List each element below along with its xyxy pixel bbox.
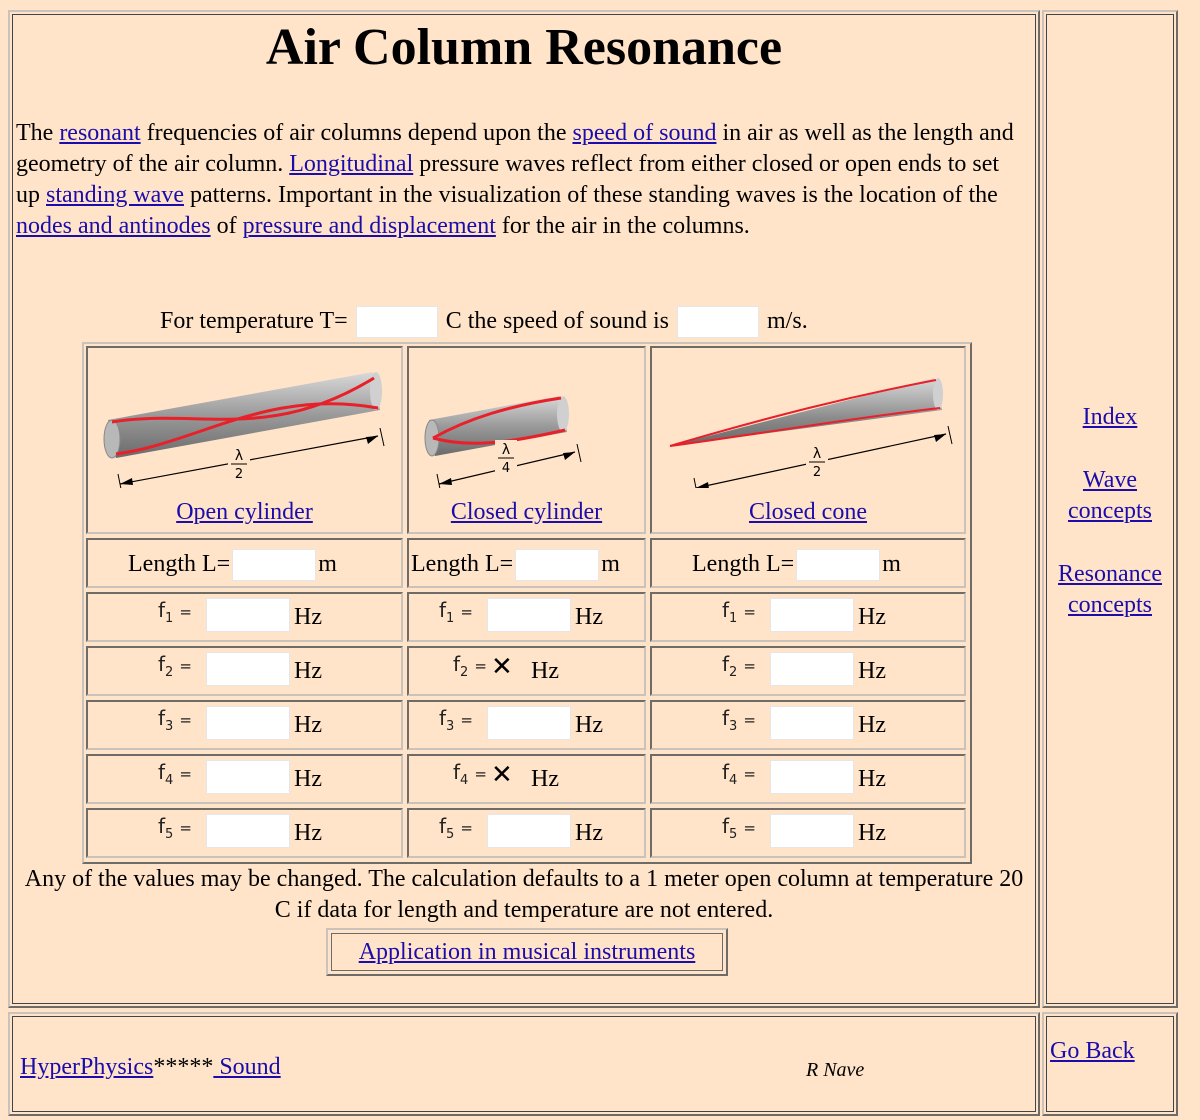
go-back-link[interactable]: Go Back bbox=[1050, 1038, 1135, 1064]
frequency-label bbox=[439, 706, 473, 734]
closed-cone-length-input[interactable] bbox=[796, 549, 880, 581]
frequency-label bbox=[439, 598, 473, 626]
fraction-denominator: 4 bbox=[501, 461, 511, 476]
footer-breadcrumb bbox=[20, 1054, 281, 1081]
frequency-symbol: f bbox=[439, 814, 447, 838]
length-label: Length L= bbox=[411, 551, 514, 577]
intro-paragraph bbox=[16, 118, 1026, 242]
frequency-subscript: 5 bbox=[729, 827, 738, 842]
frequency-output-field[interactable] bbox=[487, 598, 571, 632]
frequency-subscript: 4 bbox=[460, 773, 469, 788]
frequency-subscript: 2 bbox=[460, 665, 469, 680]
nodes-antinodes-link[interactable]: nodes and antinodes bbox=[16, 213, 211, 239]
intro-text: for the air in the columns. bbox=[495, 213, 750, 239]
frequency-cell bbox=[86, 754, 403, 804]
frequency-symbol: f bbox=[453, 760, 461, 784]
frequency-subscript: 5 bbox=[446, 827, 455, 842]
page-title: Air Column Resonance bbox=[265, 19, 783, 76]
lambda-symbol: λ bbox=[812, 446, 822, 462]
frequency-output-field[interactable] bbox=[487, 706, 571, 740]
defaults-note: Any of the values may be changed. The calculation defaults to a 1 meter open column at temperature 20 C if data for length and temperature are not entered. bbox=[24, 866, 1024, 923]
frequency-symbol: f bbox=[439, 706, 447, 730]
frequency-cell bbox=[86, 808, 403, 858]
intro-text: of bbox=[210, 213, 243, 239]
equals-sign: = bbox=[743, 657, 756, 675]
temperature-input[interactable] bbox=[356, 306, 438, 338]
frequency-cell bbox=[86, 646, 403, 696]
frequency-output-field[interactable] bbox=[206, 706, 290, 740]
closed-cone-length-cell bbox=[650, 538, 966, 588]
frequency-label bbox=[158, 652, 192, 680]
speed-of-sound-input[interactable] bbox=[677, 306, 759, 338]
lambda-symbol: λ bbox=[501, 442, 511, 458]
frequency-symbol: f bbox=[453, 652, 461, 676]
frequency-symbol: f bbox=[722, 652, 730, 676]
frequency-symbol: f bbox=[439, 598, 447, 622]
intro-text: in air as well as the length and geometry of the air column. bbox=[16, 120, 1014, 177]
resonance-calculator-table bbox=[82, 342, 972, 864]
closed-cylinder-link[interactable]: Closed cylinder bbox=[450, 499, 603, 525]
frequency-subscript: 1 bbox=[446, 611, 455, 626]
equals-sign: = bbox=[179, 603, 192, 621]
frequency-subscript: 4 bbox=[729, 773, 738, 788]
frequency-label bbox=[453, 760, 487, 788]
frequency-cell bbox=[650, 700, 966, 750]
frequency-output-field[interactable] bbox=[206, 598, 290, 632]
frequency-cell bbox=[407, 754, 646, 804]
frequency-cell bbox=[650, 646, 966, 696]
footer-stars: ***** bbox=[153, 1054, 214, 1080]
closed-cylinder-length-cell bbox=[407, 538, 646, 588]
frequency-unit: Hz bbox=[575, 712, 603, 738]
frequency-symbol: f bbox=[158, 706, 166, 730]
equals-sign: = bbox=[460, 711, 473, 729]
intro-text: frequencies of air columns depend upon the bbox=[140, 120, 573, 146]
closed-cylinder-length-input[interactable] bbox=[515, 549, 599, 581]
longitudinal-link[interactable]: Longitudinal bbox=[289, 151, 414, 177]
frequency-unit: Hz bbox=[858, 604, 886, 630]
frequency-label bbox=[439, 814, 473, 842]
not-allowed-icon: ✕ bbox=[491, 760, 513, 790]
equals-sign: = bbox=[460, 819, 473, 837]
frequency-subscript: 3 bbox=[446, 719, 455, 734]
open-cylinder-length-input[interactable] bbox=[232, 549, 316, 581]
speed-unit: m/s. bbox=[767, 308, 808, 334]
frequency-symbol: f bbox=[158, 814, 166, 838]
application-link-frame bbox=[331, 933, 723, 971]
length-unit: m bbox=[601, 551, 620, 577]
closed-cone-cell bbox=[650, 346, 966, 534]
open-cylinder-cell bbox=[86, 346, 403, 534]
temperature-label: For temperature T= bbox=[160, 308, 348, 334]
frequency-symbol: f bbox=[722, 706, 730, 730]
frequency-label bbox=[722, 814, 756, 842]
open-cylinder-link[interactable]: Open cylinder bbox=[176, 499, 313, 525]
length-row bbox=[692, 548, 901, 581]
application-musical-instruments-link[interactable]: Application in musical instruments bbox=[358, 939, 696, 965]
frequency-label bbox=[722, 598, 756, 626]
frequency-subscript: 2 bbox=[729, 665, 738, 680]
frequency-cell bbox=[407, 700, 646, 750]
open-cylinder-diagram bbox=[88, 348, 401, 488]
frequency-subscript: 4 bbox=[165, 773, 174, 788]
frequency-symbol: f bbox=[158, 598, 166, 622]
frequency-unit: Hz bbox=[858, 712, 886, 738]
frequency-output-field[interactable] bbox=[770, 652, 854, 686]
frequency-cell bbox=[407, 592, 646, 642]
sidebar-index-link[interactable]: Index bbox=[1082, 404, 1138, 430]
equals-sign: = bbox=[474, 657, 487, 675]
speed-of-sound-link[interactable]: speed of sound bbox=[572, 120, 717, 146]
closed-cone-diagram bbox=[652, 348, 964, 488]
sidebar-resonance-concepts-link[interactable]: Resonance concepts bbox=[1058, 561, 1162, 618]
not-allowed-icon: ✕ bbox=[491, 652, 513, 682]
length-row bbox=[128, 548, 337, 581]
frequency-unit: Hz bbox=[575, 820, 603, 846]
length-row bbox=[411, 548, 620, 581]
equals-sign: = bbox=[179, 657, 192, 675]
frequency-label bbox=[722, 652, 756, 680]
equals-sign: = bbox=[474, 765, 487, 783]
frequency-subscript: 5 bbox=[165, 827, 174, 842]
equals-sign: = bbox=[460, 603, 473, 621]
frequency-unit: Hz bbox=[531, 658, 559, 684]
frequency-cell bbox=[650, 754, 966, 804]
frequency-output-field[interactable] bbox=[206, 814, 290, 848]
frequency-subscript: 3 bbox=[165, 719, 174, 734]
frequency-output-field[interactable] bbox=[770, 760, 854, 794]
standing-wave-link[interactable]: standing wave bbox=[46, 182, 184, 208]
frequency-label bbox=[722, 760, 756, 788]
frequency-symbol: f bbox=[722, 598, 730, 622]
frequency-output-field[interactable] bbox=[487, 814, 571, 848]
frequency-symbol: f bbox=[722, 814, 730, 838]
frequency-cell bbox=[650, 592, 966, 642]
intro-text: The bbox=[16, 120, 60, 146]
frequency-subscript: 1 bbox=[165, 611, 174, 626]
resonant-link[interactable]: resonant bbox=[59, 120, 141, 146]
frequency-unit: Hz bbox=[294, 820, 322, 846]
frequency-output-field[interactable] bbox=[206, 760, 290, 794]
frequency-symbol: f bbox=[722, 760, 730, 784]
frequency-label bbox=[158, 814, 192, 842]
equals-sign: = bbox=[743, 819, 756, 837]
frequency-unit: Hz bbox=[858, 658, 886, 684]
frequency-subscript: 3 bbox=[729, 719, 738, 734]
closed-cylinder-cell bbox=[407, 346, 646, 534]
frequency-cell bbox=[650, 808, 966, 858]
equals-sign: = bbox=[179, 711, 192, 729]
length-label: Length L= bbox=[128, 551, 231, 577]
temperature-row bbox=[160, 304, 808, 338]
frequency-subscript: 1 bbox=[729, 611, 738, 626]
equals-sign: = bbox=[743, 765, 756, 783]
lambda-symbol: λ bbox=[234, 448, 244, 464]
frequency-output-field[interactable] bbox=[206, 652, 290, 686]
equals-sign: = bbox=[179, 819, 192, 837]
length-label: Length L= bbox=[692, 551, 795, 577]
sidebar-wave-concepts-link[interactable]: Wave concepts bbox=[1068, 467, 1152, 524]
fraction-denominator: 2 bbox=[812, 465, 822, 480]
speed-label: C the speed of sound is bbox=[445, 308, 670, 334]
application-link-box bbox=[326, 928, 728, 976]
sound-link[interactable]: Sound bbox=[213, 1054, 281, 1080]
frequency-symbol: f bbox=[158, 652, 166, 676]
frequency-unit: Hz bbox=[531, 766, 559, 792]
intro-text: pressure waves reflect from either closed or open ends to set up bbox=[16, 151, 1000, 208]
frequency-subscript: 2 bbox=[165, 665, 174, 680]
hyperphysics-link[interactable]: HyperPhysics bbox=[20, 1054, 154, 1080]
frequency-label bbox=[158, 760, 192, 788]
frequency-unit: Hz bbox=[575, 604, 603, 630]
intro-text: patterns. Important in the visualization of these standing waves is the location of the bbox=[183, 182, 998, 208]
frequency-cell bbox=[407, 646, 646, 696]
frequency-cell bbox=[86, 700, 403, 750]
frequency-cell bbox=[407, 808, 646, 858]
frequency-unit: Hz bbox=[294, 766, 322, 792]
frequency-unit: Hz bbox=[858, 820, 886, 846]
length-unit: m bbox=[318, 551, 337, 577]
frequency-cell bbox=[86, 592, 403, 642]
closed-cylinder-diagram bbox=[409, 348, 644, 488]
equals-sign: = bbox=[743, 711, 756, 729]
fraction-denominator: 2 bbox=[234, 467, 244, 482]
frequency-symbol: f bbox=[158, 760, 166, 784]
frequency-output-field[interactable] bbox=[770, 598, 854, 632]
author-credit: R Nave bbox=[806, 1059, 865, 1081]
length-unit: m bbox=[882, 551, 901, 577]
pressure-displacement-link[interactable]: pressure and displacement bbox=[242, 213, 496, 239]
closed-cone-link[interactable]: Closed cone bbox=[749, 499, 867, 525]
frequency-label bbox=[453, 652, 487, 680]
frequency-label bbox=[158, 706, 192, 734]
frequency-unit: Hz bbox=[858, 766, 886, 792]
frequency-unit: Hz bbox=[294, 712, 322, 738]
frequency-label bbox=[158, 598, 192, 626]
equals-sign: = bbox=[179, 765, 192, 783]
frequency-output-field[interactable] bbox=[770, 706, 854, 740]
frequency-label bbox=[722, 706, 756, 734]
frequency-output-field[interactable] bbox=[770, 814, 854, 848]
open-cylinder-length-cell bbox=[86, 538, 403, 588]
equals-sign: = bbox=[743, 603, 756, 621]
frequency-unit: Hz bbox=[294, 604, 322, 630]
frequency-unit: Hz bbox=[294, 658, 322, 684]
